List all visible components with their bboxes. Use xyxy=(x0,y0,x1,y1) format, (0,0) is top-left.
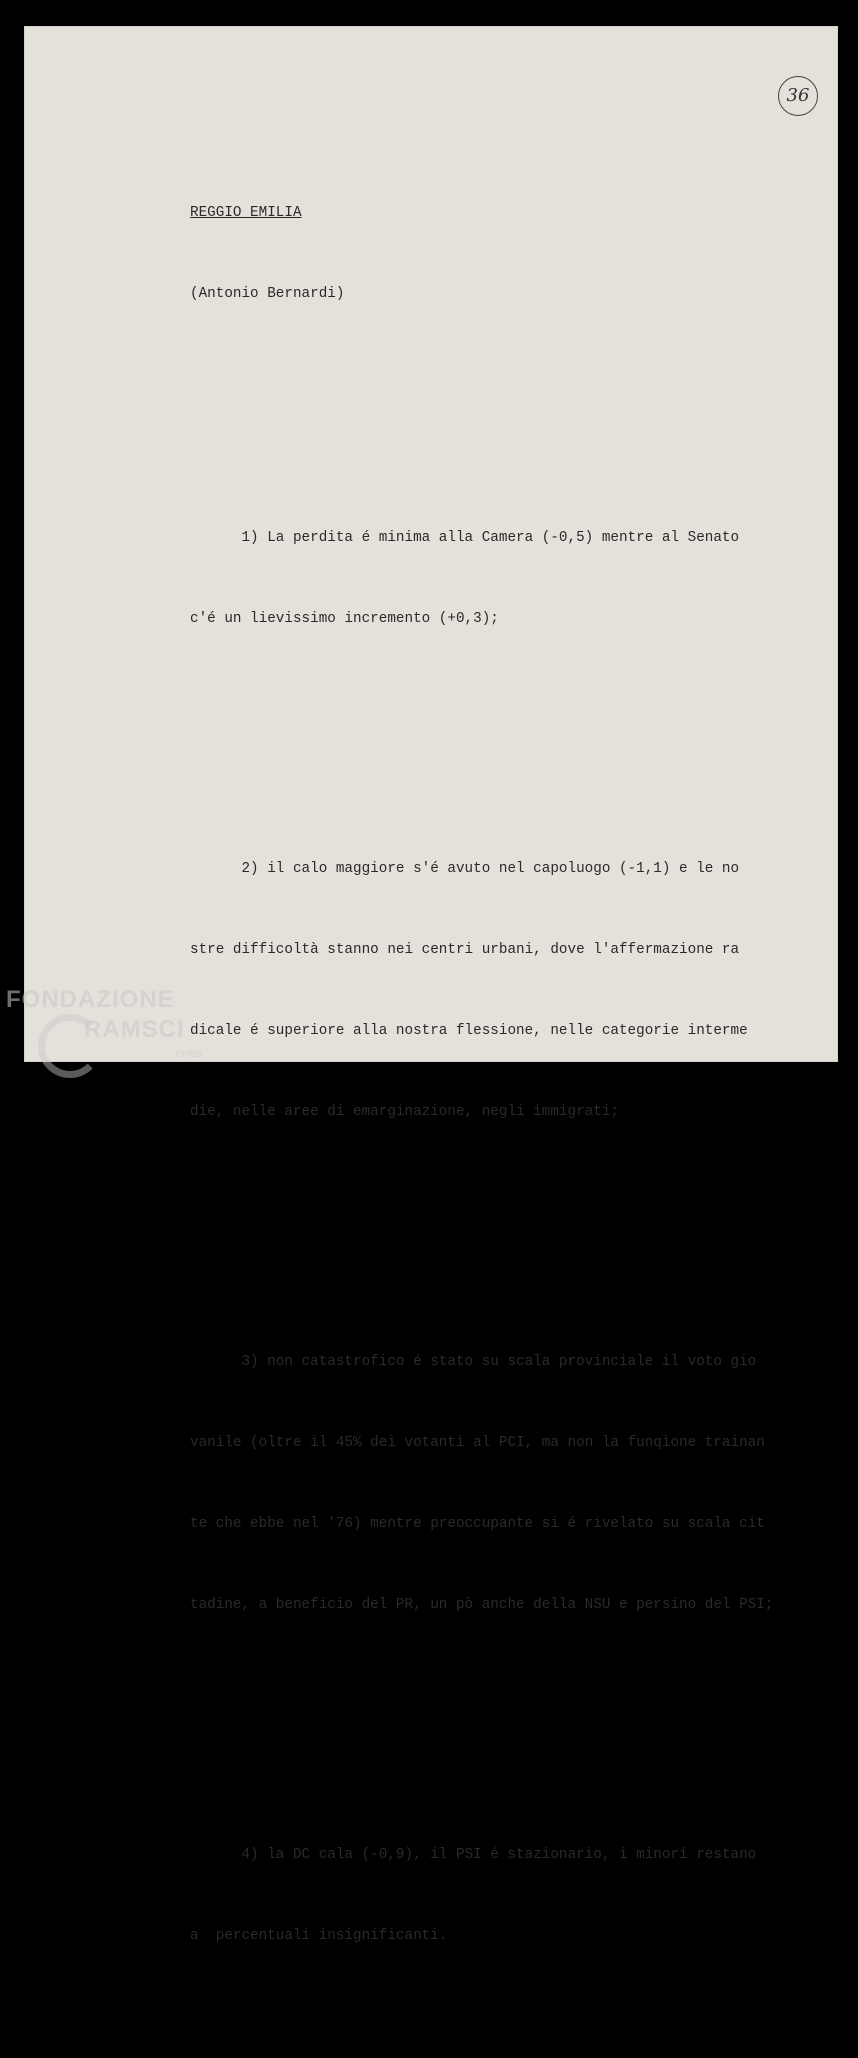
text-line: te che ebbe nel '76) mentre preoccupante si é rivelato su scala cit xyxy=(190,1516,765,1532)
paragraph-1 xyxy=(190,471,830,687)
text-line: c'é un lievissimo incremento (+0,3); xyxy=(190,611,499,627)
text-line: dicale é superiore alla nostra flessione, nelle categorie interme xyxy=(190,1023,748,1039)
document-author: (Antonio Bernardi) xyxy=(190,286,345,302)
text-line: tadine, a beneficio del PR, un pò anche della NSU e persino del PSI; xyxy=(190,1597,774,1613)
text-line: 2) il calo maggiore s'é avuto nel capoluogo (-1,1) e le no xyxy=(190,861,740,877)
paragraph-4 xyxy=(190,1788,830,2004)
watermark-line-1: FONDAZIONE xyxy=(6,986,175,1013)
fondazione-gramsci-watermark-logo xyxy=(6,986,216,1076)
text-line: 4) la DC cala (-0,9), il PSI é stazionario, i minori restano xyxy=(190,1847,757,1863)
watermark-line-2: RAMSCI xyxy=(84,1016,185,1043)
document-title: REGGIO EMILIA xyxy=(190,205,302,221)
document-page xyxy=(24,26,838,1944)
text-line: stre difficoltà stanno nei centri urbani, dove l'affermazione ra xyxy=(190,942,740,958)
page-number-stamp: 36 xyxy=(778,76,818,116)
paragraph-2 xyxy=(190,802,830,1180)
text-line: 3) non catastrofico é stato su scala provinciale il voto gio xyxy=(190,1354,757,1370)
paragraph-3 xyxy=(190,1295,830,1673)
text-line: 1) La perdita é minima alla Camera (-0,5) mentre al Senato xyxy=(190,530,740,546)
text-line: a percentuali insignificanti. xyxy=(190,1928,448,1944)
watermark-line-3: onlus xyxy=(176,1048,203,1060)
typed-text xyxy=(190,146,830,2058)
text-line: vanile (oltre il 45% dei votanti al PCI, ma non la funqione trainan xyxy=(190,1435,765,1451)
text-line: die, nelle aree di emarginazione, negli immigrati; xyxy=(190,1104,619,1120)
